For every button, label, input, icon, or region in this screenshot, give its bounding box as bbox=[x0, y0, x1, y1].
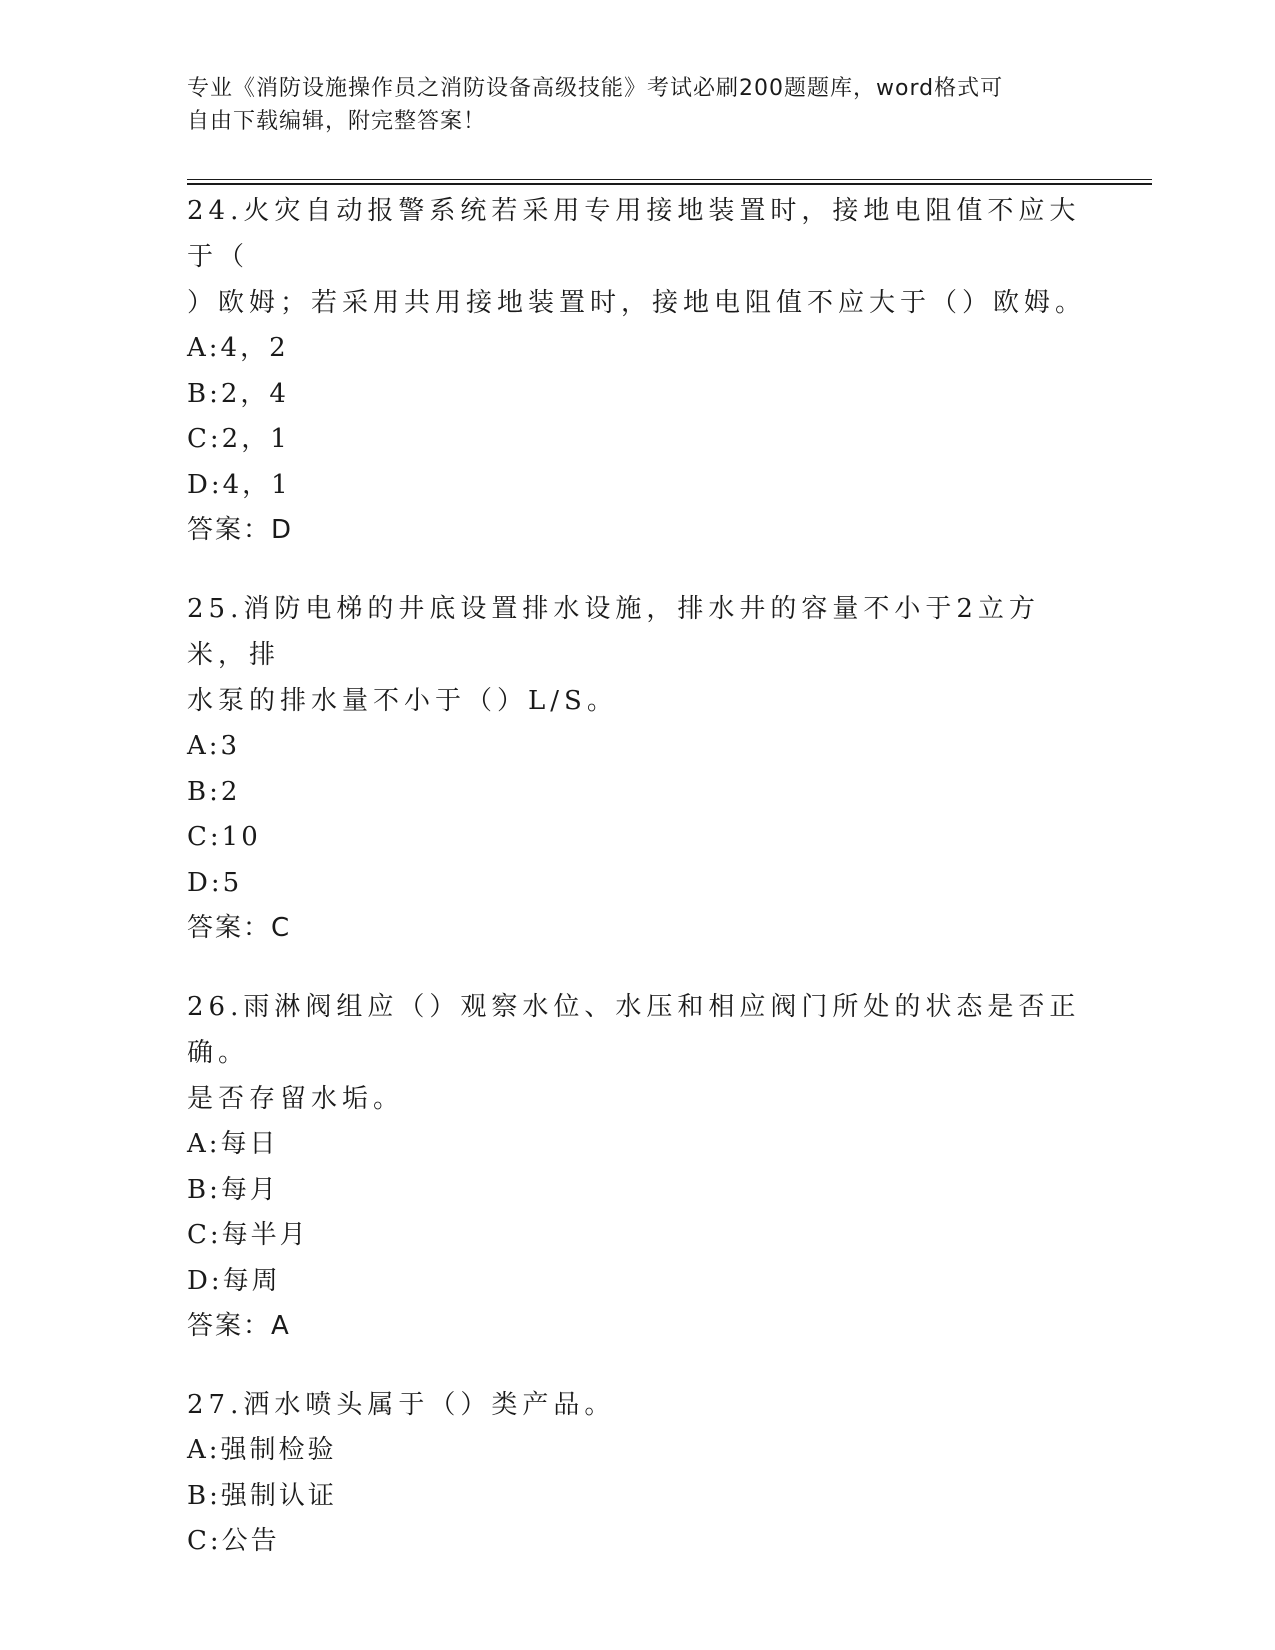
answer-line: 答案：D bbox=[187, 515, 294, 545]
option-a: A:每日 bbox=[187, 1129, 279, 1159]
question-list bbox=[187, 188, 1087, 1598]
answer-line: 答案：A bbox=[187, 1311, 291, 1341]
answer-line: 答案：C bbox=[187, 913, 292, 943]
option-a: A:3 bbox=[187, 731, 241, 761]
option-c: C:每半月 bbox=[187, 1220, 309, 1250]
question-stem-line: ）欧姆；若采用共用接地装置时，接地电阻值不应大于（）欧姆。 bbox=[187, 288, 1087, 318]
option-c: C:10 bbox=[187, 822, 261, 852]
question-stem-line: 是否存留水垢。 bbox=[187, 1084, 405, 1114]
question-stem-line: 水泵的排水量不小于（）L/S。 bbox=[187, 686, 618, 716]
header-line-1: 专业《消防设施操作员之消防设备高级技能》考试必刷200题题库，word格式可 bbox=[187, 76, 1004, 101]
option-b: B:每月 bbox=[187, 1174, 279, 1205]
option-b: B:2，4 bbox=[187, 378, 289, 409]
document-header bbox=[187, 72, 1067, 138]
option-a: A:强制检验 bbox=[187, 1435, 337, 1465]
option-b: B:强制认证 bbox=[187, 1480, 337, 1511]
option-d: D:5 bbox=[187, 867, 243, 898]
option-d: D:每周 bbox=[187, 1265, 281, 1296]
question-stem-line: 25.消防电梯的井底设置排水设施，排水井的容量不小于2立方米，排 bbox=[187, 594, 1040, 670]
header-divider-thin bbox=[187, 179, 1152, 180]
question-25 bbox=[187, 586, 1087, 951]
option-b: B:2 bbox=[187, 776, 241, 807]
option-c: C:2，1 bbox=[187, 424, 290, 454]
option-a: A:4，2 bbox=[187, 333, 289, 363]
question-stem-line: 26.雨淋阀组应（）观察水位、水压和相应阀门所处的状态是否正确。 bbox=[187, 992, 1081, 1068]
question-stem-line: 27.洒水喷头属于（）类产品。 bbox=[187, 1390, 616, 1420]
question-27 bbox=[187, 1382, 1087, 1565]
question-26 bbox=[187, 984, 1087, 1349]
option-c: C:公告 bbox=[187, 1526, 280, 1556]
question-stem-line: 24.火灾自动报警系统若采用专用接地装置时，接地电阻值不应大于（ bbox=[187, 196, 1081, 272]
header-line-2: 自由下载编辑，附完整答案！ bbox=[187, 109, 487, 134]
option-d: D:4，1 bbox=[187, 469, 291, 500]
question-24 bbox=[187, 188, 1087, 553]
header-divider-thick bbox=[187, 183, 1152, 185]
